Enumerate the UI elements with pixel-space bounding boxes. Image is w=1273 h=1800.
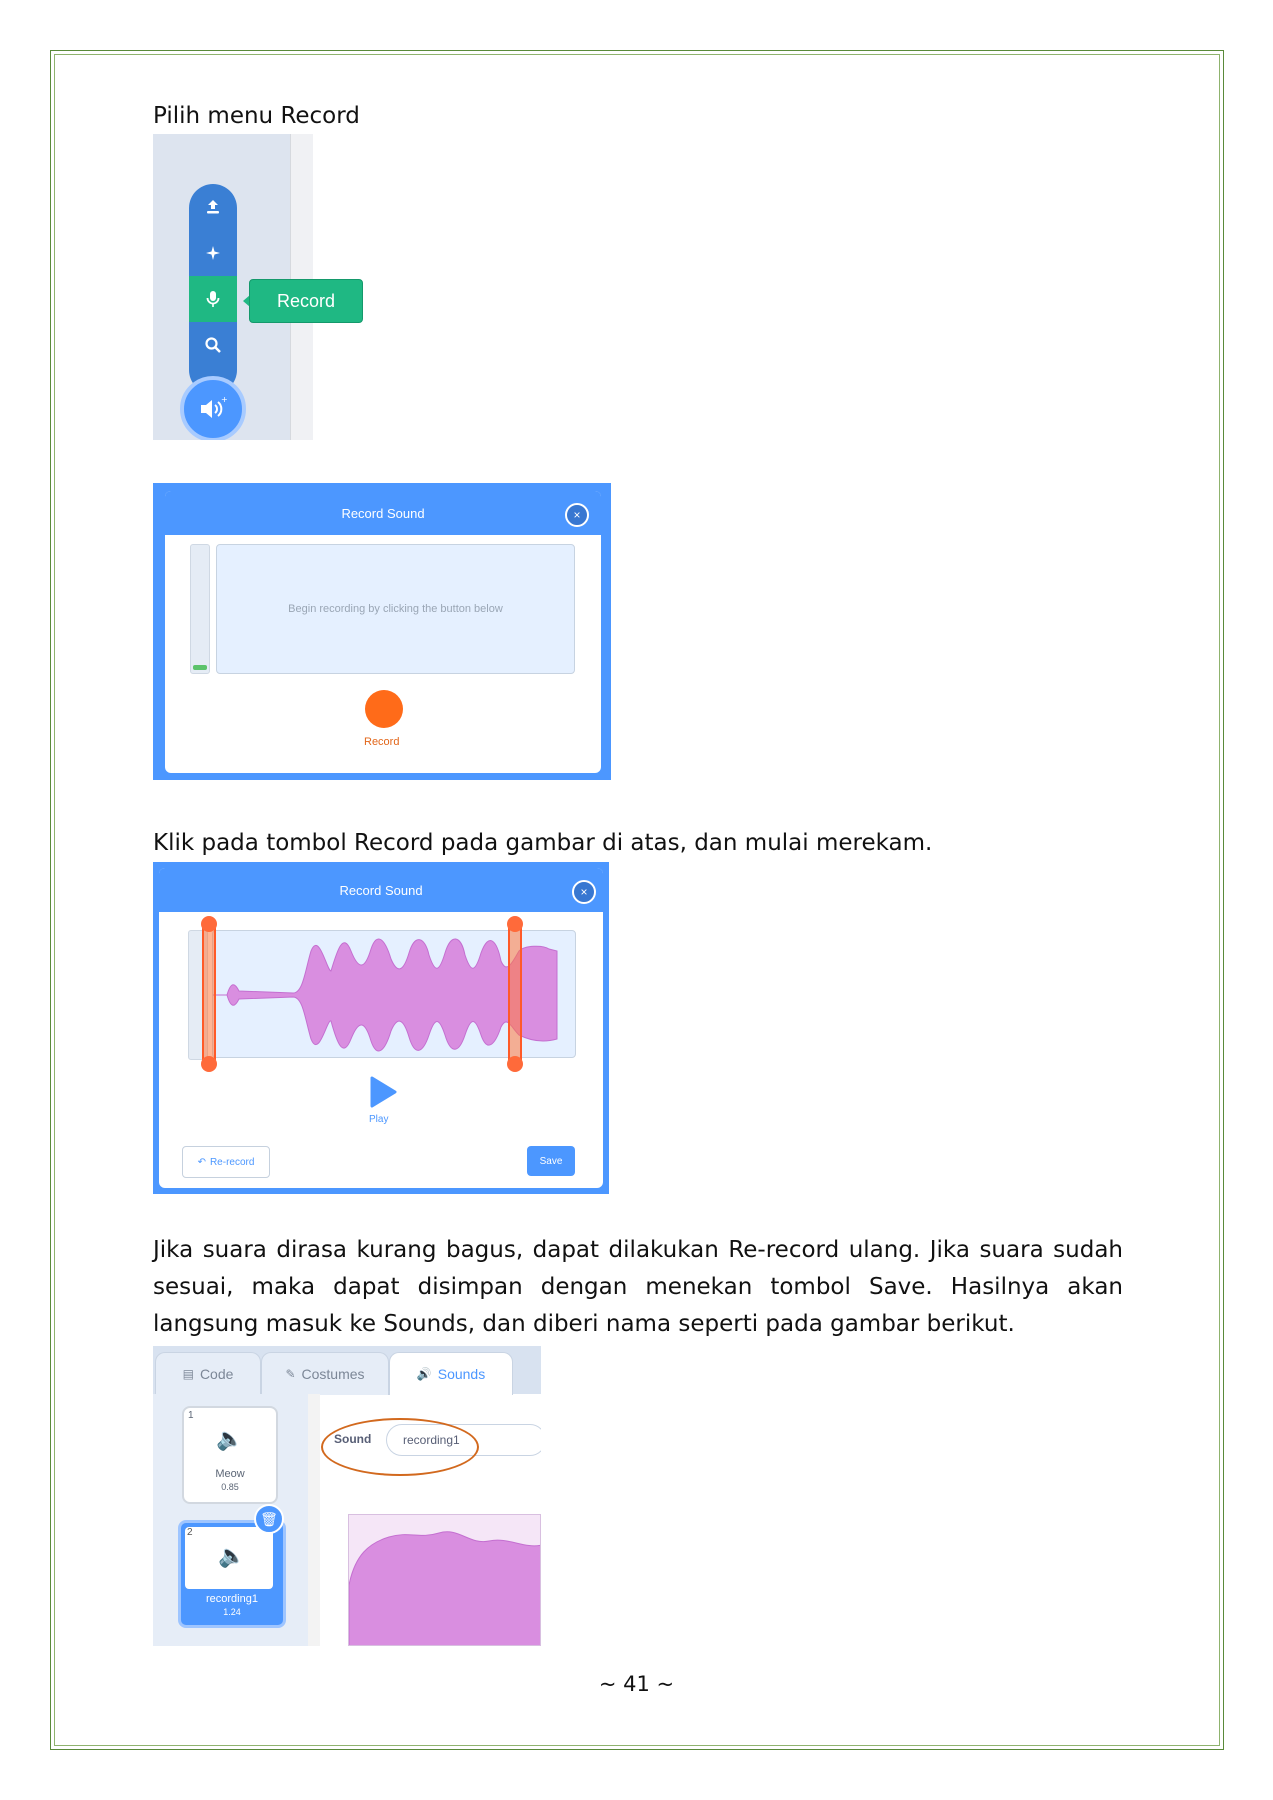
close-icon[interactable]: × [572, 880, 596, 904]
search-icon[interactable] [189, 322, 237, 368]
tab-code[interactable]: ▤ Code [155, 1352, 261, 1395]
tab-costumes[interactable]: ✎ Costumes [261, 1352, 389, 1395]
dialog-title: Record Sound [159, 868, 603, 912]
upload-icon[interactable] [189, 184, 237, 230]
speaker-icon: 🔊 [416, 1367, 432, 1381]
caption-text: Klik pada tombol Record pada gambar di atas, dan mulai merekam. [153, 830, 933, 856]
volume-meter [190, 544, 210, 674]
dialog-title: Record Sound [165, 491, 601, 535]
waveform-placeholder: Begin recording by clicking the button below [216, 544, 575, 674]
record-label: Record [364, 736, 400, 748]
sound-waveform-panel [348, 1514, 541, 1646]
body-paragraph: Jika suara dirasa kurang bagus, dapat dilakukan Re-record ulang. Jika suara sudah sesuai, maka dapat disimpan dengan menekan tombol Save. Hasilnya akan langsung masuk ke Sounds, dan diberi nama seperti pada gambar berikut. [153, 1237, 1123, 1337]
sounds-editor-screenshot [153, 1346, 541, 1646]
microphone-icon[interactable] [189, 276, 237, 322]
speaker-icon: 🔈 [216, 1426, 244, 1451]
trim-knob[interactable] [201, 916, 217, 932]
rerecord-label: Re-record [209, 1156, 255, 1168]
sound-name-input[interactable]: recording1 [386, 1424, 541, 1456]
trim-handle-left[interactable] [202, 924, 216, 1064]
rerecord-button[interactable] [182, 1146, 270, 1178]
svg-text:+: + [221, 396, 228, 404]
save-button[interactable]: Save [527, 1146, 575, 1176]
play-icon[interactable] [369, 1076, 397, 1113]
code-icon: ▤ [182, 1367, 194, 1381]
sound-item-meow[interactable]: 1 🔈 Meow 0.85 [182, 1406, 278, 1504]
tab-bar [153, 1346, 541, 1394]
tab-sounds[interactable]: 🔊 Sounds [389, 1352, 513, 1395]
waveform [213, 931, 577, 1059]
trim-handle-right[interactable] [508, 924, 522, 1064]
trim-knob[interactable] [507, 916, 523, 932]
recorded-dialog-screenshot [153, 862, 609, 1194]
sound-item-recording1[interactable]: 2 🔈 recording1 1.24 [178, 1520, 286, 1628]
record-dialog-screenshot [153, 483, 611, 780]
surprise-icon[interactable] [189, 230, 237, 276]
trim-knob[interactable] [507, 1056, 523, 1072]
scrollbar[interactable] [308, 1394, 320, 1646]
trash-icon[interactable]: 🗑 [254, 1504, 284, 1534]
close-icon[interactable]: × [565, 503, 589, 527]
undo-icon: ↶ [197, 1156, 206, 1168]
record-tooltip: Record [249, 279, 363, 323]
trim-knob[interactable] [201, 1056, 217, 1072]
sound-menu-pill [189, 184, 237, 394]
brush-icon: ✎ [285, 1367, 296, 1381]
play-label: Play [369, 1114, 389, 1125]
record-button[interactable] [365, 690, 403, 728]
recorded-dialog [159, 868, 603, 1188]
heading-text: Pilih menu Record [153, 103, 360, 129]
highlight-ellipse [321, 1418, 479, 1476]
waveform [349, 1515, 541, 1646]
page-number: ~ 41 ~ [598, 1672, 675, 1696]
speaker-icon: 🔈 [218, 1543, 246, 1568]
sound-name-label: Sound [334, 1432, 372, 1446]
record-dialog [165, 491, 601, 773]
sound-list [153, 1394, 308, 1646]
add-sound-icon[interactable] [180, 376, 246, 440]
